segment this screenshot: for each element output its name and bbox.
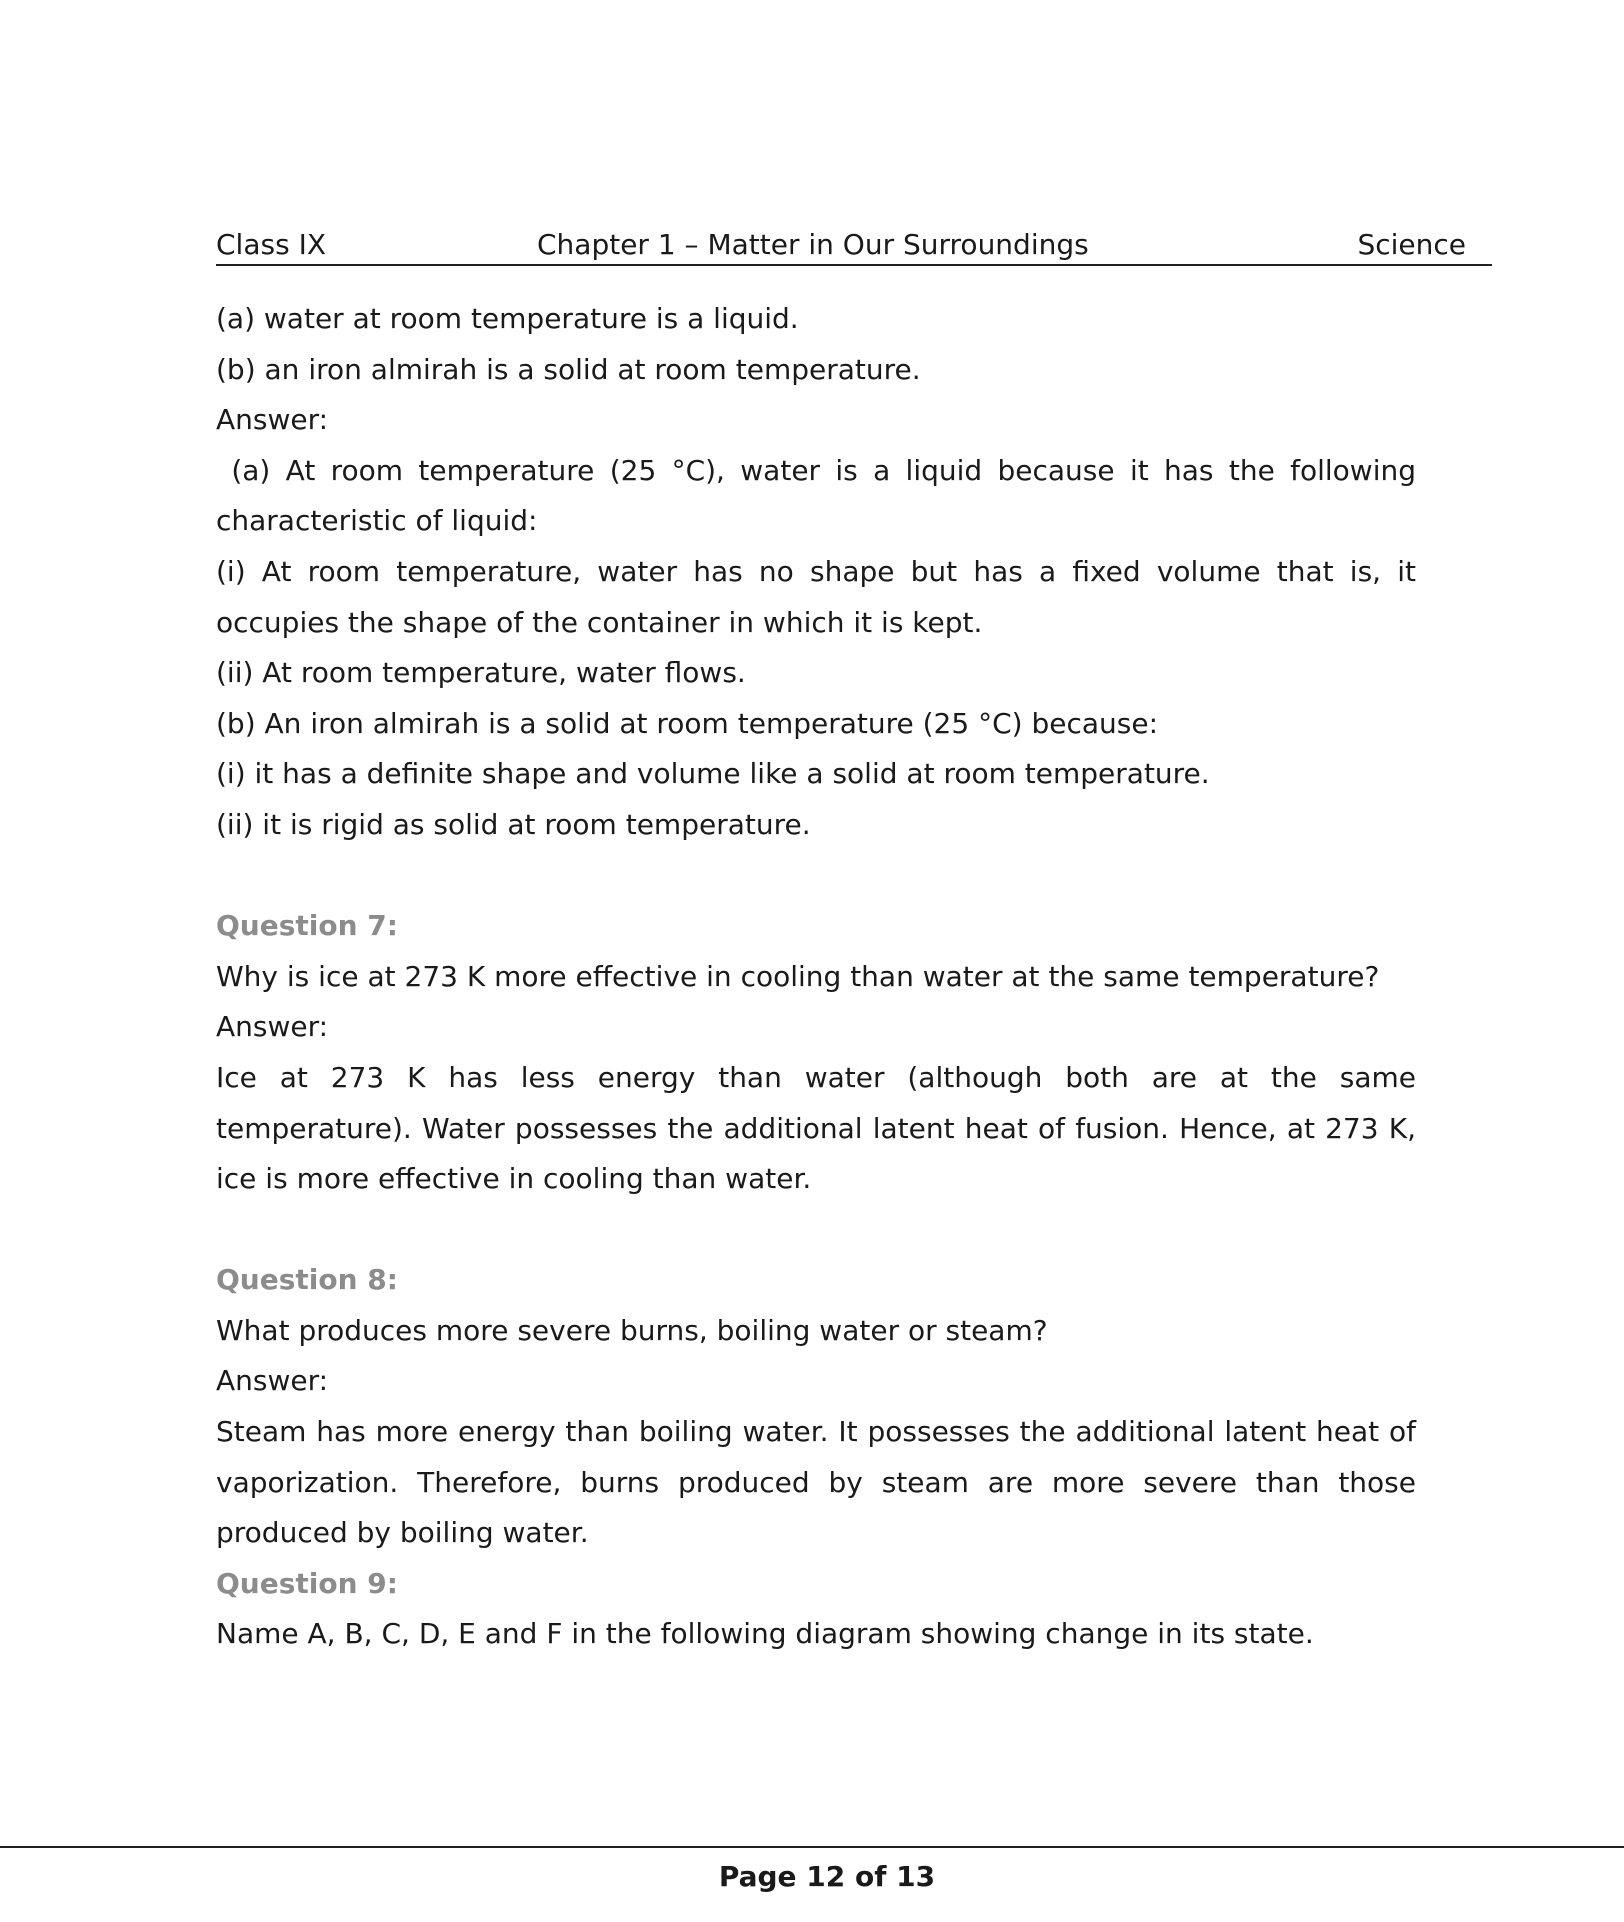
answer-paragraph-line: occupies the shape of the container in which it is kept. <box>216 605 983 639</box>
answer-paragraph-line: produced by boiling water. <box>216 1516 589 1550</box>
answer-paragraph-line: characteristic of liquid: <box>216 504 538 538</box>
question-part-b: (b) an iron almirah is a solid at room temperature. <box>216 352 921 386</box>
question-8-text: What produces more severe burns, boiling water or steam? <box>216 1313 1048 1347</box>
footer-divider <box>0 1846 1624 1848</box>
answer-paragraph-line: Ice at 273 K has less energy than water (although both are at the same <box>216 1060 1416 1094</box>
answer-label: Answer: <box>216 403 329 437</box>
answer-paragraph-line: Steam has more energy than boiling water. It possesses the additional latent heat of <box>216 1415 1416 1449</box>
page-body <box>216 294 1416 1660</box>
answer-paragraph-line: (i) At room temperature, water has no shape but has a fixed volume that is, it <box>216 554 1416 588</box>
page-number: Page 12 of 13 <box>718 1860 936 1893</box>
answer-paragraph-line: temperature). Water possesses the additional latent heat of fusion. Hence, at 273 K, <box>216 1111 1416 1145</box>
answer-paragraph-line: (ii) At room temperature, water flows. <box>216 656 746 690</box>
answer-paragraph-line: (i) it has a definite shape and volume like a solid at room temperature. <box>216 757 1210 791</box>
question-8-heading: Question 8: <box>216 1263 398 1297</box>
question-9-heading: Question 9: <box>216 1566 398 1600</box>
answer-paragraph-line: ice is more effective in cooling than water. <box>216 1162 812 1196</box>
answer-label: Answer: <box>216 1364 329 1398</box>
header-chapter-title: Chapter 1 – Matter in Our Surroundings <box>537 228 1089 261</box>
answer-paragraph-line: vaporization. Therefore, burns produced by steam are more severe than those <box>216 1465 1416 1499</box>
question-part-a: (a) water at room temperature is a liquid. <box>216 302 799 335</box>
spacer <box>216 851 1416 902</box>
answer-paragraph-line: (b) An iron almirah is a solid at room temperature (25 °C) because: <box>216 706 1159 740</box>
spacer <box>216 1205 1416 1256</box>
header-class: Class IX <box>216 228 327 261</box>
question-7-heading: Question 7: <box>216 909 398 943</box>
answer-label: Answer: <box>216 1010 329 1044</box>
question-9-text: Name A, B, C, D, E and F in the following diagram showing change in its state. <box>216 1617 1314 1651</box>
answer-paragraph-line: (a) At room temperature (25 °C), water is a liquid because it has the following <box>216 453 1416 487</box>
question-7-text: Why is ice at 273 K more effective in cooling than water at the same temperature? <box>216 959 1380 993</box>
answer-paragraph-line: (ii) it is rigid as solid at room temperature. <box>216 807 811 841</box>
page-header <box>216 224 1492 266</box>
page-footer <box>0 1860 1624 1893</box>
header-subject: Science <box>1357 228 1466 261</box>
